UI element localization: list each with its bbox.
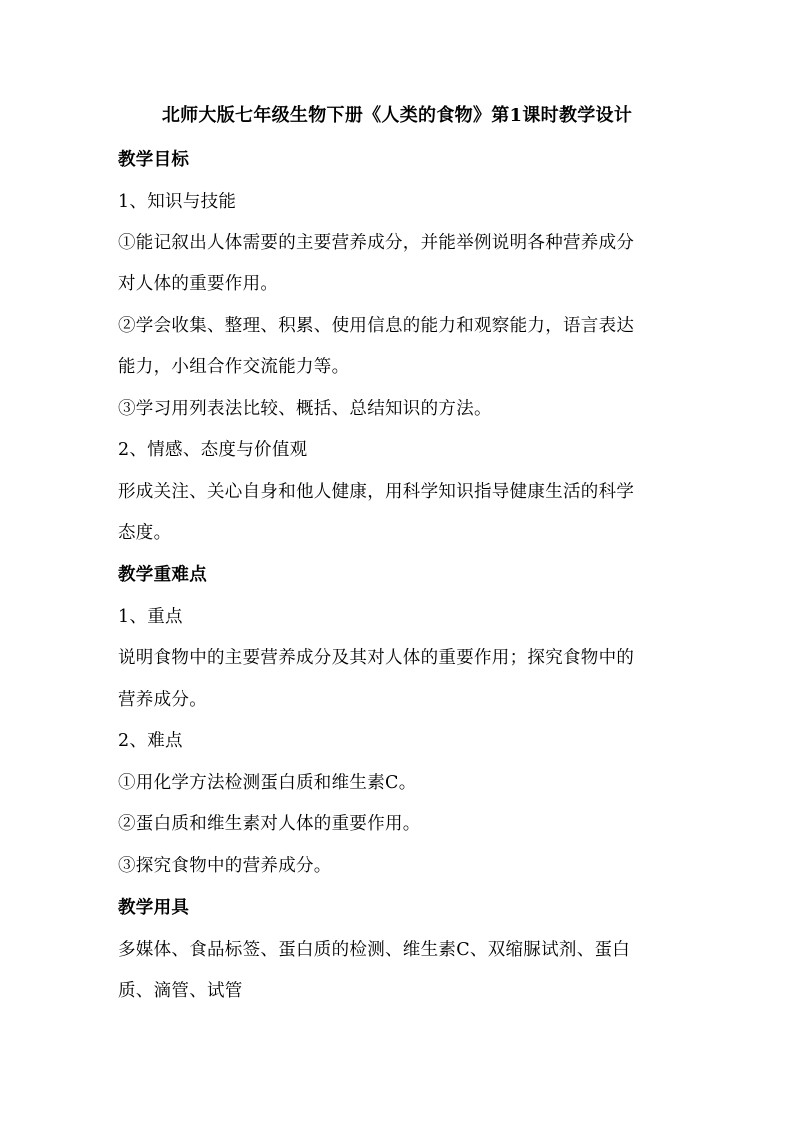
attitude-values-line-2: 态度。	[118, 523, 172, 543]
key-points-heading: 教学重难点	[118, 565, 207, 585]
teaching-tools-line-2: 质、滴管、试管	[118, 981, 243, 1001]
objective-item-1-line-2: 对人体的重要作用。	[118, 274, 279, 294]
teaching-tools-heading: 教学用具	[118, 898, 190, 918]
attitude-values-heading: 2、情感、态度与价值观	[118, 440, 308, 460]
difficulty-heading: 2、难点	[118, 731, 183, 751]
document-title: 北师大版七年级生物下册《人类的食物》第1课时教学设计	[161, 105, 633, 126]
knowledge-skills-heading: 1、知识与技能	[118, 192, 237, 212]
difficulty-item-2: ②蛋白质和维生素对人体的重要作用。	[118, 814, 421, 834]
difficulty-item-3: ③探究食物中的营养成分。	[118, 856, 332, 876]
objective-item-3: ③学习用列表法比较、概括、总结知识的方法。	[118, 399, 492, 419]
attitude-values-line-1: 形成关注、关心自身和他人健康，用科学知识指导健康生活的科学	[118, 482, 635, 502]
objective-item-1-line-1: ①能记叙出人体需要的主要营养成分，并能举例说明各种营养成分	[118, 233, 635, 253]
objective-item-2-line-1: ②学会收集、整理、积累、使用信息的能力和观察能力，语言表达	[118, 316, 635, 336]
focus-heading: 1、重点	[118, 607, 183, 627]
teaching-tools-line-1: 多媒体、食品标签、蛋白质的检测、维生素C、双缩脲试剂、蛋白	[118, 940, 631, 960]
focus-line-1: 说明食物中的主要营养成分及其对人体的重要作用；探究食物中的	[118, 648, 635, 668]
objective-item-2-line-2: 能力，小组合作交流能力等。	[118, 357, 350, 377]
objectives-heading: 教学目标	[118, 150, 190, 170]
focus-line-2: 营养成分。	[118, 690, 207, 710]
difficulty-item-1: ①用化学方法检测蛋白质和维生素C。	[118, 773, 417, 793]
